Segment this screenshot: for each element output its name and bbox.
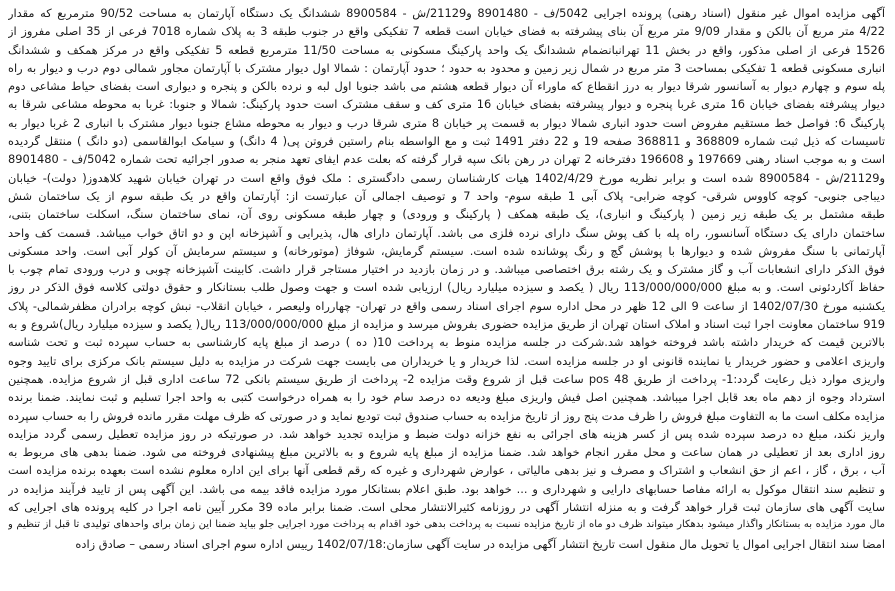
notice-line: واریز نکند، مبلغ ده درصد سپرده شده پس از کسر هزینه های اجرائی به نفع خزانه دولت ضبط و مزایده تجدید خواهد شد. در صورتیکه در روز مزایده تعطیل رسمی گردد مزایده (8, 426, 885, 441)
notice-line: امضا سند انتقال اجرایی اموال یا تحویل مال منقول است تاریخ انتشار آگهی مزایده در سایت آگهی سازمان:1402/07/18 رییس اداره سوم اجرای اسناد رسمی – صادق زاده (75, 536, 885, 551)
notice-line: ساختمان دارای یک دستگاه آسانسور، راه پله با کف پوش سنگ دارای نرده فلزی می باشد. آپارتمان دارای هال، پذیرایی و آشپزخانه اپن و دو اتاق خواب میباشد. قسمت کف واحد (8, 225, 885, 240)
notice-line: حفاظ آکاردئونی است. و به مبلغ 113/000/000/000 ریال ( یکصد و سیزده میلیارد ریال) ارزیابی شده است و جهت وصول طلب بستانکار و حقوق دولتی کلاسه فوق الذکر در روز (8, 280, 885, 295)
notice-line: یکشنبه مورخ 1402/07/30 از ساعت 9 الی 12 ظهر در محل اداره سوم اجرای اسناد رسمی واقع در تهران- چهارراه ولیعصر ، خیابان انقلاب- نبش کوچه برادران مظفرشمالی- پلاک (8, 298, 885, 313)
notice-line: انباری مسکونی قطعه 1 تفکیکی بمساحت 3 متر مربع در شمال زیر زمین و محدود به حدود ؛ حدود آپارتمان : شمالا اول دیوار مشترک با آپارتمان مجاور شمالی دوم درب و دیوار به راه (8, 60, 885, 75)
notice-line: واریزی اعلامی و حضور خریدار یا نماینده قانونی او در جلسه مزایده است. لذا خریدار و یا خریداران می بایست جهت شرکت در مزایده به دلیل سیستم بانک مرکزی برای تایید وجوه (8, 353, 885, 368)
notice-line: فوق الذکر دارای انشعابات آب و گاز مشترک و یک رشته برق اختصاصی میباشد. و در زمان بازدید در اختیار مستاجر قرار داشت. کابینت آشپزخانه چوبی و درب ورودی تمام چوب با (8, 262, 885, 277)
notice-line: دیوار پیشرفته بفضای خیابان 16 متری غربا پنجره و دیوار پیشرفته بفضای خیابان 16 متری کف و سقف مشترک است حدود پارکینگ: شمالا و جنوبا: غربا به محوطه مشاعی شرقا به (8, 97, 885, 112)
notice-line: 1526 فرعی از اصلی مذکور، واقع در بخش 11 تهرانبانضمام ششدانگ یک واحد پارکینگ مسکونی به مساحت 11/50 مترمربع قطعه 5 تفکیکی واقع در مرکز همکف و ششدانگ (8, 42, 885, 57)
notice-line: طبقه مشتمل بر یک طبقه زیر زمین ( پارکینگ و انباری)، یک طبقه همکف ( پارکینگ و ورودی) و چهار طبقه مسکونی روی آن، نمای ساختمان سنگ، اسکلت ساختمان بتنی، (8, 207, 885, 222)
notice-line: 4/22 متر مربع آن بالکن و مقدار 9/09 متر مربع آن بنای پیشرفته به فضای خیابان است قطعه 7 تفکیکی واقع در جنوب طبقه 3 به پلاک شماره 7018 فرعی از 35 اصلی مفروز از (8, 24, 885, 39)
notice-line: واریزی موارد ذیل رعایت گردد:1- پرداخت از طریق pos 48 ساعت قبل از شروع وقت مزایده 2- پرداخت از طریق سیستم بانکی 72 ساعت اداری قبل از شروع مزایده. همچنین (8, 371, 885, 386)
notice-line: سایت آگهی های سازمان ثبت قرار خواهد گرفت و به منزله انتشار آگهی در روزنامه کثیرالانتشار محلی است. ضمنا برابر ماده 39 مکرر آیین نامه اجرا در کلیه پرونده های اجرایی که (8, 500, 885, 515)
notice-line: 919 ساختمان معاونت اجرا ثبت اسناد و املاک استان تهران از طریق مزایده حضوری بفروش میرسد و مزایده از مبلغ 113/000/000/000 ریال( یکصد و سیزده میلیارد ریال)شروع و به (8, 317, 885, 332)
notice-line: روز اداری بعد از تعطیلی در همان ساعت و محل مقرر انجام خواهد شد. ضمنا مزایده از مبلغ پایه شروع و به بالاترین مبلغ پیشنهادی فروخته می شود. ضمنا بدهی های مربوط به (8, 445, 885, 460)
notice-line: استرداد وجوه از دهم ماه بعد قابل اجرا میباشد. همچنین اصل فیش واریزی مبلغ ودیعه ده درصد سام خود را به همراه درخواست کتبی به واحد اجرا تسلیم و ثبت نمایند. ضمنا برنده (8, 390, 885, 405)
notice-line: آگهی مزایده اموال غیر منقول (اسناد رهنی) پرونده اجرایی 5042/ف - 8901480 و21129/ش - 8900584 ششدانگ یک دستگاه آپارتمان به مساحت 90/52 مترمربع که مقدار (8, 6, 885, 20)
notice-line: بالاترین قیمت که خریدار داشته باشد فروخته خواهد شد.شرکت در جلسه مزایده منوط به پرداخت 10( ده ) درصد از مبلغ پایه کارشناسی به حساب سپرده ثبت و تحت شناسه (8, 335, 885, 350)
notice-line: پله سوم و چهارم دیوار به آسانسور شرقا دیوار به درز انقطاع که ماوراء آن دیوار قطعه هشتم می باشد جنوبا اول لبه و نرده بالکن و پنجره و دیواری است بفضای حیاط مشاعی دوم (8, 79, 885, 94)
notice-line: و تنظیم سند انتقال موکول به ارائه مفاصا حسابهای دارایی و شهرداری و ... خواهد بود. طبق اعلام بستانکار مورد مزایده فاقد بیمه می باشد. این آگهی پس از تایید فرآیند مزایده در (8, 481, 885, 496)
notice-line: و21129/ش - 8900584 شده است و برابر نظریه مورخ 1402/4/29 هیات کارشناسان رسمی دادگستری : ملک فوق واقع است در تهران خیابان شهید کلاهدوز( دولت)- خیابان (8, 170, 885, 185)
notice-line: آب ، برق ، گاز ، اعم از حق انشعاب و اشتراک و مصرف و نیز بدهی مالیاتی ، عوارض شهرداری و غیره که رقم قطعی آنها برای این اداره معلوم نشده است بعهده برنده مزایده است (8, 463, 885, 478)
notice-line: مال مورد مزایده به بستانکار واگذار میشود بدهکار میتواند ظرف دو ماه از تاریخ مزایده نسبت به پرداخت بدهی خود اقدام به پرداخت مورد اجرایی جلو بیاید ضمنا این زمان برای واحدهای تولیدی تا قبل از تنظیم و (8, 519, 885, 531)
notice-line: است و به موجب اسناد رهنی 197669 و 196608 دفترخانه 2 تهران در رهن بانک سپه قرار گرفته که بعلت عدم ایفای تعهد منجر به صدور اجرائیه تحت شماره 5042/ف - 8901480 (8, 152, 885, 167)
notice-line: دیباجی جنوبی- کوچه کاووس شرقی- کوچه ضرابی- پلاک آبی 1 طبقه سوم- واحد 7 و توصیف اجمالی آن عبارتست از: آپارتمان واقع در یک طبقه سوم از یک ساختمان شش (8, 188, 885, 203)
notice-line: مزایده مکلف است ما به التفاوت مبلغ فروش را ظرف مدت پنج روز از تاریخ مزایده به حساب صندوق ثبت تودیع نماید و در صورتی که ظرف مهلت مقرر مانده فروش را به حساب سپرده (8, 408, 885, 423)
notice-line: پارکینگ 6: فواصل خط مستقیم مفروض است حدود انباری شمالا دیوار به قسمت پر خیابان 8 متری شرقا درب و دیوار به محوطه مشاع جنوبا دیوار مشترک با انباری 2 غربا دیوار به (8, 115, 885, 130)
notice-line: تاسیسات که ذیل ثبت شماره 368809 و 368811 صفحه 19 و 22 دفتر 1491 ثبت و مع الواسطه بنام راستین فروتن پی( 4 دانگ) و سیامک ابوالقاسمی (دو دانگ ) منتقل گردیده (8, 134, 885, 149)
notice-line: آپارتمانی با سنگ مفروش شده و دیوارها با پوشش گچ و رنگ پوشانده شده است. سیستم گرمایش، شوفاژ (موتورخانه) و سیستم سرمایش آن کولر آبی است. واحد مسکونی (8, 243, 885, 258)
